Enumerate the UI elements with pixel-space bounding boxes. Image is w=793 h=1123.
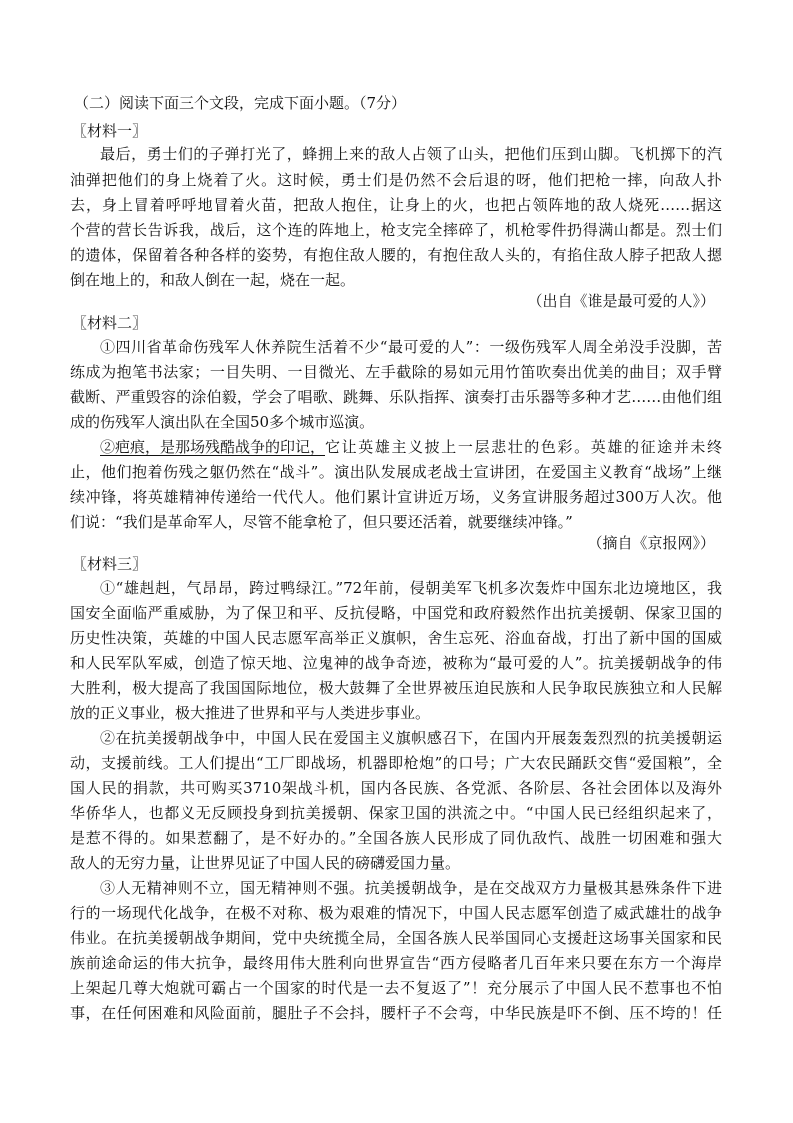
material3-p2-line: 华侨华人，也都义无反顾投身到抗美援朝、保家卫国的洪流之中。“中国人民已经组织起来了， xyxy=(70,804,722,822)
material2-p2-line: 它让英雄主义披上一层悲壮的色彩。英雄的征途并未终 xyxy=(325,438,722,456)
material3-p1-line: 放的正义事业，极大推进了世界和平与人类进步事业。 xyxy=(70,704,431,722)
material3-p3-line: 伟业。在抗美援朝战争期间，党中央统揽全局，全国各族人民举国同心支援赶这场事关国家和民 xyxy=(70,929,722,947)
material1-line: 最后，勇士们的子弹打光了，蜂拥上来的敌人占领了山头，把他们压到山脚。飞机掷下的汽 xyxy=(100,145,722,163)
material3-label: 〖材料三〗 xyxy=(72,555,148,573)
material3-p2-line: 敌人的无穷力量，让世界见证了中国人民的磅礴爱国力量。 xyxy=(70,854,461,872)
material3-p1-line: 和人民军队军威，创造了惊天地、泣鬼神的战争奇迹，被称为“最可爱的人”。抗美援朝战争的伟 xyxy=(70,654,722,672)
material1-source: （出自《谁是最可爱的人》） xyxy=(527,292,715,310)
section-heading: （二）阅读下面三个文段，完成下面小题。（7分） xyxy=(74,94,407,112)
material1-line: 个营的营长告诉我，战后，这个连的阵地上，枪支完全摔碎了，机枪零件扔得满山都是。烈士们 xyxy=(70,221,722,239)
material1-line: 的遗体，保留着各种各样的姿势，有抱住敌人腰的，有抱住敌人头的，有掐住敌人脖子把敌人摁 xyxy=(70,246,722,264)
material3-p3-line: ③人无精神则不立，国无精神则不强。抗美援朝战争，是在交战双方力量极其悬殊条件下进 xyxy=(100,879,722,897)
material2-p1-line: 成的伤残军人演出队在全国50多个城市巡演。 xyxy=(70,413,375,431)
material2-label: 〖材料二〗 xyxy=(72,314,148,332)
material3-p3-line: 上架起几尊大炮就可霸占一个国家的时代是一去不复返了”！充分展示了中国人民不惹事也不怕 xyxy=(70,979,722,997)
material1-label: 〖材料一〗 xyxy=(72,122,148,140)
material2-p2-line: 们说：“我们是革命军人，尽管不能拿枪了，但只要还活着，就要继续冲锋。” xyxy=(70,513,573,531)
material3-p1-line: ①“雄赳赳，气昂昂，跨过鸭绿江。”72年前，侵朝美军飞机多次轰炸中国东北边境地区，我 xyxy=(100,579,722,597)
material3-p3-line: 族前途命运的伟大抗争，最终用伟大胜利向世界宣告“西方侵略者几百年来只要在东方一个海岸 xyxy=(70,954,722,972)
material3-p1-line: 国安全面临严重威胁，为了保卫和平、反抗侵略，中国党和政府毅然作出抗美援朝、保家卫国的 xyxy=(70,604,722,622)
material2-p2-first-line xyxy=(70,437,722,457)
material2-source: （摘自《京报网》） xyxy=(587,534,715,552)
material3-p3-line: 事，在任何困难和风险面前，腿肚子不会抖，腰杆子不会弯，中华民族是吓不倒、压不垮的！任 xyxy=(70,1004,722,1022)
material3-p2-line: 是惹不得的。如果惹翻了，是不好办的。”全国各族人民形成了同仇敌忾、战胜一切困难和强大 xyxy=(70,829,722,847)
material2-p2-line: 续冲锋，将英雄精神传递给一代代人。他们累计宣讲近万场，义务宣讲服务超过300万人次。他 xyxy=(70,488,722,506)
material3-p2-line: ②在抗美援朝战争中，中国人民在爱国主义旗帜感召下，在国内开展轰轰烈烈的抗美援朝运 xyxy=(100,729,722,747)
underlined-sentence: ②疤痕，是那场残酷战争的印记， xyxy=(100,438,326,456)
material2-p1-line: ①四川省革命伤残军人休养院生活着不少“最可爱的人”：一级伤残军人周全弟没手没脚，苦 xyxy=(100,338,722,356)
material1-line: 油弹把他们的身上烧着了火。这时候，勇士们是仍然不会后退的呀，他们把枪一摔，向敌人扑 xyxy=(70,171,722,189)
material3-p2-line: 动，支援前线。工人们提出“工厂即战场，机器即枪炮”的口号；广大农民踊跃交售“爱国粮”，全 xyxy=(70,754,722,772)
material2-p1-line: 练成为抱笔书法家；一目失明、一目微光、左手截除的易如元用竹笛吹奏出优美的曲目；双手臂 xyxy=(70,363,722,381)
material3-p1-line: 历史性决策，英雄的中国人民志愿军高举正义旗帜，舍生忘死、浴血奋战，打出了新中国的国威 xyxy=(70,629,722,647)
material1-line: 去，身上冒着呼呼地冒着火苗，把敌人抱住，让身上的火，也把占领阵地的敌人烧死……据这 xyxy=(70,196,722,214)
material2-p1-line: 截断、严重毁容的涂伯毅，学会了唱歌、跳舞、乐队指挥、演奏打击乐器等多种才艺……由他们组 xyxy=(70,388,722,406)
material3-p2-line: 国人民的捐款，共可购买3710架战斗机，国内各民族、各党派、各阶层、各社会团体以及海外 xyxy=(70,779,722,797)
material2-p2-line: 止，他们抱着伤残之躯仍然在“战斗”。演出队发展成老战士宣讲团，在爱国主义教育“战场”上继 xyxy=(70,463,722,481)
material3-p3-line: 行的一场现代化战争，在极不对称、极为艰难的情况下，中国人民志愿军创造了威武雄壮的战争 xyxy=(70,904,722,922)
material1-line: 倒在地上的，和敌人倒在一起，烧在一起。 xyxy=(70,271,356,289)
material3-p1-line: 大胜利，极大提高了我国国际地位，极大鼓舞了全世界被压迫民族和人民争取民族独立和人民解 xyxy=(70,679,722,697)
